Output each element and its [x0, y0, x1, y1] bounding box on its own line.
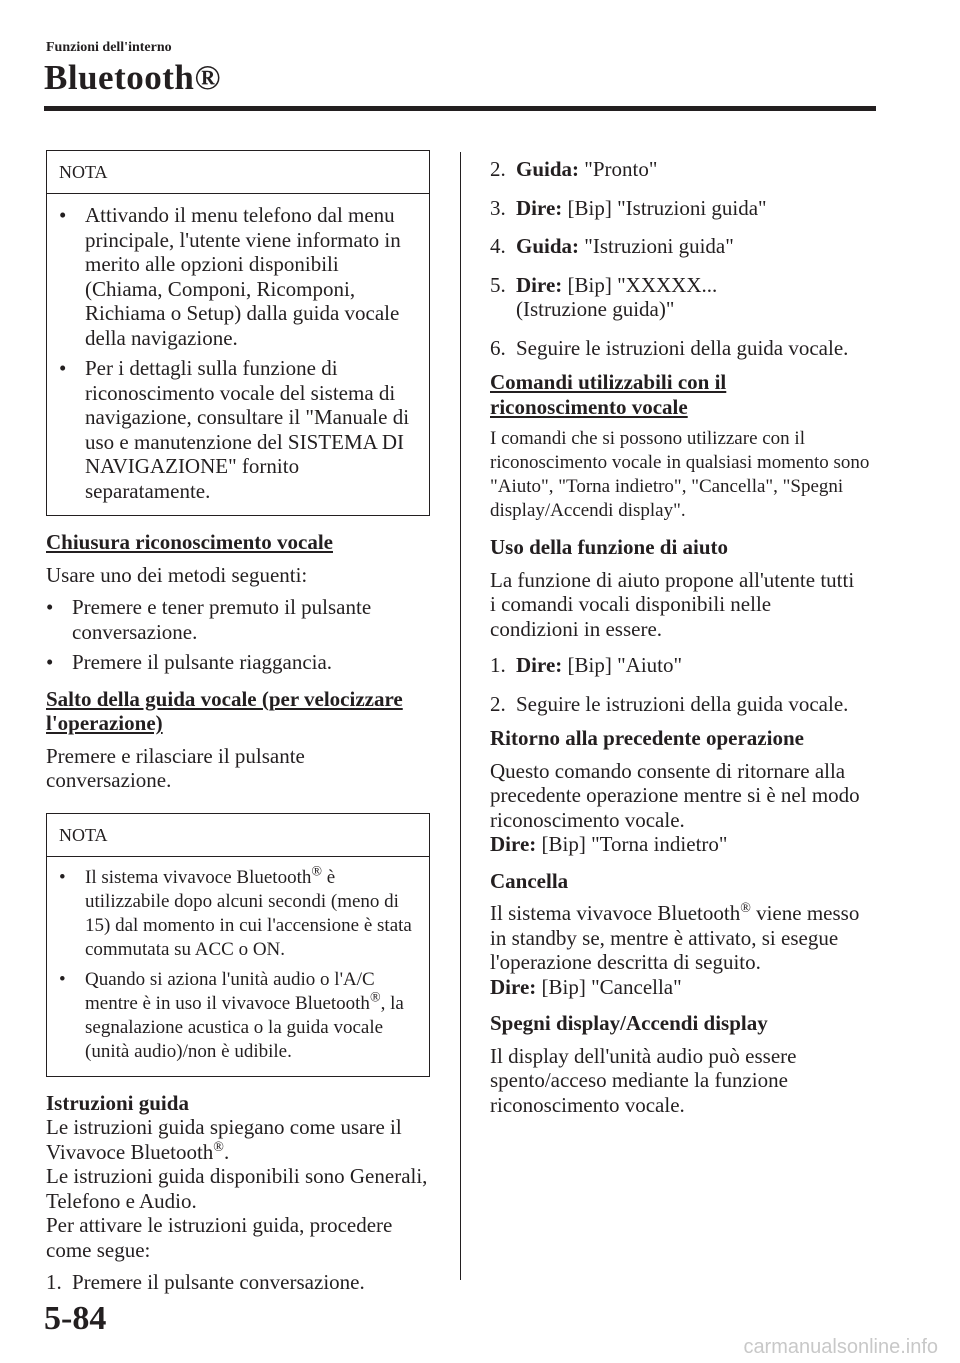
- step-item: 5. Dire: [Bip] "XXXXX... (Istruzione guida)": [490, 272, 718, 321]
- istruzioni-line2: Le istruzioni guida disponibili sono Generali, Telefono e Audio.: [46, 1164, 428, 1213]
- note-box-2: [46, 813, 430, 1077]
- note-heading: NOTA: [47, 814, 429, 857]
- bullet-icon: •: [59, 968, 66, 990]
- header-rule: [44, 106, 876, 111]
- comandi-text: I comandi che si possono utilizzare con il riconoscimento vocale in qualsiasi momento sono "Aiuto", "Torna indietro", "Cancella", "Spegni display/Accendi display".: [490, 428, 870, 521]
- cancella-heading: Cancella: [490, 868, 569, 893]
- istruzioni-line1: Le istruzioni guida spiegano come usare il Vivavoce Bluetooth®.: [46, 1115, 402, 1164]
- step-item: 1. Premere il pulsante conversazione.: [46, 1270, 365, 1294]
- cancella-text: Il sistema vivavoce Bluetooth® viene messo in standby se, mentre è attivato, si esegue l'operazione descritta di seguito.: [490, 901, 860, 974]
- cancella-dire: Dire: [Bip] "Cancella": [490, 974, 682, 999]
- ritorno-text: Questo comando consente di ritornare alla precedente operazione mentre si è nel modo riconoscimento vocale.: [490, 758, 860, 832]
- note-bullet: • Quando si aziona l'unità audio o l'A/C mentre è in uso il vivavoce Bluetooth®, la segnalazione acustica o la guida vocale (unità audio)/non è udibile.: [59, 968, 404, 1062]
- left-column: [46, 150, 430, 1309]
- step-item: 1. Dire: [Bip] "Aiuto": [490, 653, 683, 677]
- salto-heading: Salto della guida vocale (per velocizzare l'operazione): [46, 686, 403, 735]
- step-item: 6. Seguire le istruzioni della guida vocale.: [490, 335, 849, 360]
- aiuto-heading: Uso della funzione di aiuto: [490, 535, 729, 559]
- bullet-icon: •: [59, 203, 67, 227]
- right-column: [490, 157, 890, 1117]
- note-box-1: [46, 150, 430, 516]
- spegni-heading: Spegni display/Accendi display: [490, 1011, 768, 1035]
- column-divider: [460, 152, 461, 1280]
- ritorno-heading: Ritorno alla precedente operazione: [490, 726, 804, 750]
- bullet-icon: •: [46, 650, 54, 674]
- note-bullet: • Per i dettagli sulla funzione di riconoscimento vocale del sistema di navigazione, consultare il "Manuale di uso e manutenzione del SISTEMA DI NAVIGAZIONE" fornito separatamente.: [59, 356, 410, 503]
- list-item: • Premere e tener premuto il pulsante conversazione.: [46, 595, 372, 644]
- spegni-text: Il display dell'unità audio può essere spento/acceso mediante la funzione riconoscimento vocale.: [490, 1043, 797, 1117]
- salto-text: Premere e rilasciare il pulsante conversazione.: [46, 743, 305, 792]
- page-number: 5-84: [44, 1300, 107, 1337]
- bullet-icon: •: [46, 595, 54, 619]
- note-bullet: • Attivando il menu telefono dal menu principale, l'utente viene informato in merito alle opzioni disponibili (Chiama, Componi, Ricomponi, Richiama o Setup) dalla guida vocale della navigazione.: [59, 203, 401, 350]
- step-item: 2. Guida: "Pronto": [490, 157, 658, 181]
- list-item: • Premere il pulsante riaggancia.: [46, 650, 333, 674]
- step-item: 4. Guida: "Istruzioni guida": [490, 234, 734, 258]
- chiusura-heading: Chiusura riconoscimento vocale: [46, 530, 333, 554]
- note-bullet: • Il sistema vivavoce Bluetooth® è utilizzabile dopo alcuni secondi (meno di 15) dal momento in cui l'accensione è stata commutata su ACC o ON.: [59, 864, 412, 960]
- step-item: 2. Seguire le istruzioni della guida vocale.: [490, 691, 849, 716]
- chiusura-intro: Usare uno dei metodi seguenti:: [46, 562, 308, 587]
- watermark: carmanualsonline.info: [743, 1336, 938, 1358]
- istruzioni-heading: Istruzioni guida: [46, 1090, 189, 1115]
- bullet-icon: •: [59, 356, 67, 380]
- note-heading: NOTA: [47, 151, 429, 194]
- istruzioni-line3: Per attivare le istruzioni guida, procedere come segue:: [46, 1213, 393, 1262]
- ritorno-dire: Dire: [Bip] "Torna indietro": [490, 832, 728, 856]
- bullet-icon: •: [59, 866, 66, 888]
- section-label: Funzioni dell'interno: [46, 40, 172, 55]
- step-item: 3. Dire: [Bip] "Istruzioni guida": [490, 195, 767, 220]
- comandi-heading: Comandi utilizzabili con il riconoscimento vocale: [490, 370, 727, 419]
- page-title: Bluetooth®: [44, 58, 221, 97]
- aiuto-text: La funzione di aiuto propone all'utente tutti i comandi vocali disponibili nelle condizioni in essere.: [490, 567, 855, 641]
